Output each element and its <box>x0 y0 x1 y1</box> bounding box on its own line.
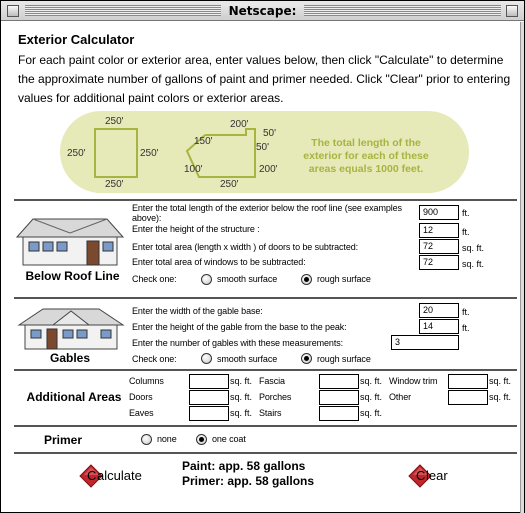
gables-row-label: Enter the width of the gable base: <box>132 306 263 316</box>
unit-label: ft. <box>462 227 470 237</box>
clear-label: lear <box>426 468 448 483</box>
paint-result: Paint: app. 58 gallons <box>182 459 306 473</box>
additional-item-label: Window trim <box>389 376 438 386</box>
additional-item-label: Other <box>389 392 412 402</box>
primer-result: Primer: app. 58 gallons <box>182 474 315 488</box>
title-bar[interactable] <box>1 1 524 21</box>
calculate-label: alculate <box>97 468 142 483</box>
shape-top-dim: 200' <box>230 119 249 130</box>
rough-surface-label: rough surface <box>317 354 371 364</box>
additional-areas-label: Additional Areas <box>26 390 122 404</box>
shape-left-bottom-dim: 100' <box>184 164 203 175</box>
below-roof-row-label: Enter the total length of the exterior below the roof line (see examples above): <box>132 203 402 223</box>
window-trim-input[interactable] <box>448 374 488 389</box>
gable-house-illustration <box>17 305 125 351</box>
page-title: Exterior Calculator <box>18 32 135 47</box>
additional-item-label: Columns <box>129 376 164 386</box>
section-divider <box>14 425 517 427</box>
unit-label: sq. ft. <box>360 408 383 418</box>
unit-label: sq. ft. <box>230 408 253 418</box>
unit-label: ft. <box>462 307 470 317</box>
fascia-input[interactable] <box>319 374 359 389</box>
unit-label: sq. ft. <box>230 376 253 386</box>
additional-item-label: Porches <box>259 392 292 402</box>
primer-one-coat-radio[interactable] <box>196 434 207 445</box>
windows-area-input[interactable]: 72 <box>419 255 459 270</box>
smooth-surface-label: smooth surface <box>217 354 278 364</box>
doors-input[interactable] <box>189 390 229 405</box>
clear-button[interactable] <box>408 464 458 488</box>
unit-label: sq. ft. <box>489 392 512 402</box>
primer-none-label: none <box>157 434 177 444</box>
shape-bottom-dim: 250' <box>220 179 239 190</box>
structure-height-input[interactable]: 12 <box>419 223 459 238</box>
square-top-dim: 250' <box>105 116 124 127</box>
gables-row-label: Enter the height of the gable from the base to the peak: <box>132 322 347 332</box>
section-divider <box>14 297 517 299</box>
square-right-dim: 250' <box>140 148 159 159</box>
unit-label: sq. ft. <box>230 392 253 402</box>
square-shape <box>95 129 137 177</box>
rough-surface-radio[interactable] <box>301 274 312 285</box>
check-one-label: Check one: <box>132 274 177 284</box>
section-divider <box>14 452 517 454</box>
gable-count-input[interactable]: 3 <box>391 335 459 350</box>
house-illustration <box>15 215 125 267</box>
other-input[interactable] <box>448 390 488 405</box>
primer-one-coat-label: one coat <box>212 434 246 444</box>
unit-label: sq. ft. <box>462 259 485 269</box>
gables-rough-surface-radio[interactable] <box>301 353 312 364</box>
gables-row-label: Enter the number of gables with these measurements: <box>132 338 344 348</box>
smooth-surface-label: smooth surface <box>217 274 278 284</box>
shape-notch-side-dim: 50' <box>256 142 270 153</box>
calculate-button[interactable] <box>79 464 151 488</box>
primer-label: Primer <box>44 433 83 447</box>
example-note: The total length of the exterior for each of these areas equals 1000 feet. <box>303 137 429 175</box>
unit-label: sq. ft. <box>462 243 485 253</box>
smooth-surface-radio[interactable] <box>201 274 212 285</box>
exterior-length-input[interactable]: 900 <box>419 205 459 220</box>
unit-label: ft. <box>462 323 470 333</box>
square-left-dim: 250' <box>67 148 86 159</box>
check-one-label: Check one: <box>132 354 177 364</box>
unit-label: sq. ft. <box>360 376 383 386</box>
gables-label: Gables <box>49 351 91 365</box>
additional-item-label: Fascia <box>259 376 285 386</box>
square-bottom-dim: 250' <box>105 179 124 190</box>
porches-input[interactable] <box>319 390 359 405</box>
additional-item-label: Doors <box>129 392 153 402</box>
below-roof-row-label: Enter total area of windows to be subtracted: <box>132 257 306 267</box>
unit-label: ft. <box>462 208 470 218</box>
gables-smooth-surface-radio[interactable] <box>201 353 212 364</box>
section-divider <box>14 199 517 201</box>
shape-right-dim: 200' <box>259 164 278 175</box>
clear-initial: C <box>416 468 426 483</box>
instructions-text: For each paint color or exterior area, enter values below, then click "Calculate" to determine the approximate number of gallons of paint and primer needed. Click "Clear" prior to entering values for additional paint colors or exterior areas. <box>18 53 511 105</box>
zoom-box-icon[interactable] <box>506 5 518 17</box>
additional-item-label: Stairs <box>259 408 282 418</box>
stairs-input[interactable] <box>319 406 359 421</box>
window-edge <box>520 22 524 513</box>
gable-height-input[interactable]: 14 <box>419 319 459 334</box>
shape-left-dim: 150' <box>194 136 213 147</box>
shape-notch-top-dim: 50' <box>263 128 277 139</box>
below-roof-row-label: Enter total area (length x width ) of doors to be subtracted: <box>132 242 359 252</box>
section-divider <box>14 369 517 371</box>
doors-area-input[interactable]: 72 <box>419 239 459 254</box>
columns-input[interactable] <box>189 374 229 389</box>
gable-width-input[interactable]: 20 <box>419 303 459 318</box>
unit-label: sq. ft. <box>360 392 383 402</box>
primer-none-radio[interactable] <box>141 434 152 445</box>
additional-item-label: Eaves <box>129 408 154 418</box>
below-roof-label: Below Roof Line <box>25 269 120 283</box>
eaves-input[interactable] <box>189 406 229 421</box>
results-panel <box>182 459 314 489</box>
below-roof-row-label: Enter the height of the structure : <box>132 224 260 234</box>
window-title: Netscape: <box>1 4 524 18</box>
unit-label: sq. ft. <box>489 376 512 386</box>
rough-surface-label: rough surface <box>317 274 371 284</box>
calculate-initial: C <box>87 468 97 483</box>
